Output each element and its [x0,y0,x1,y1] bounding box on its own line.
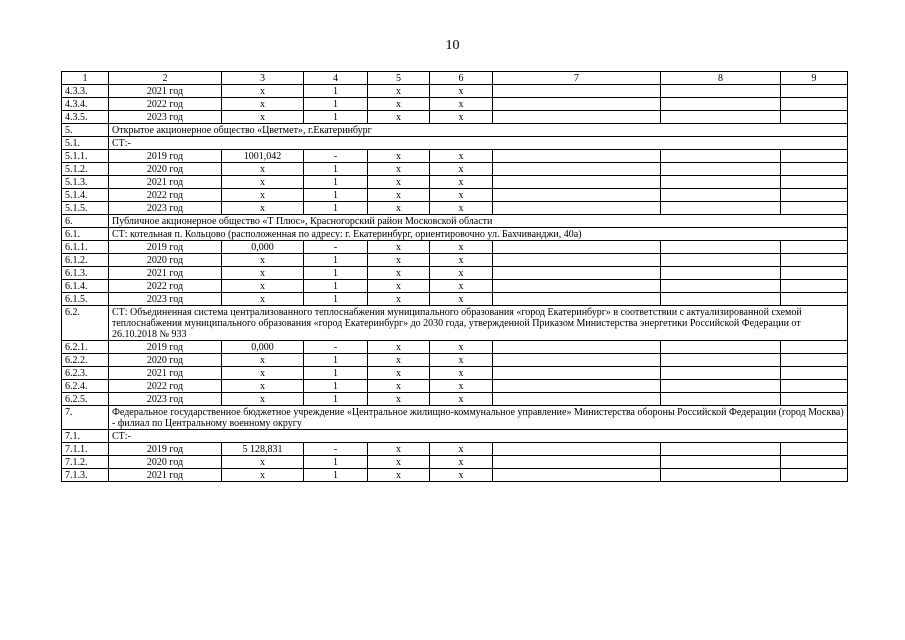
empty-cell [781,443,848,456]
value-cell: х [430,202,493,215]
row-number-cell: 5.1.2. [62,163,109,176]
empty-cell [661,443,781,456]
value-cell: 1 [304,85,368,98]
empty-cell [661,111,781,124]
value-cell: х [430,443,493,456]
section-row [62,430,848,443]
value-cell: 1 [304,267,368,280]
row-number-cell: 6.2.5. [62,393,109,406]
value-cell: 2019 год [109,241,222,254]
table-row [62,241,848,254]
table-row [62,393,848,406]
empty-cell [493,354,661,367]
table-row [62,280,848,293]
value-cell: - [304,241,368,254]
table-row [62,341,848,354]
empty-cell [781,354,848,367]
empty-cell [781,163,848,176]
empty-cell [493,456,661,469]
row-number-cell: 6.2.2. [62,354,109,367]
empty-cell [493,176,661,189]
value-cell: х [430,254,493,267]
empty-cell [661,176,781,189]
empty-cell [781,267,848,280]
value-cell: 2021 год [109,176,222,189]
section-row [62,228,848,241]
value-cell: х [430,176,493,189]
value-cell: 2022 год [109,380,222,393]
empty-cell [493,85,661,98]
value-cell: х [430,85,493,98]
section-title-cell: Открытое акционерное общество «Цветмет», г.Екатеринбург [109,124,848,137]
table-row [62,176,848,189]
empty-cell [661,85,781,98]
empty-cell [661,189,781,202]
header-cell: 1 [62,72,109,85]
section-row [62,306,848,341]
value-cell: 2020 год [109,456,222,469]
row-number-cell: 5.1.5. [62,202,109,215]
empty-cell [493,380,661,393]
value-cell: 0,000 [222,341,304,354]
value-cell: х [430,241,493,254]
value-cell: 2020 год [109,354,222,367]
header-cell: 3 [222,72,304,85]
tariff-table [61,71,848,482]
section-row [62,406,848,430]
empty-cell [493,341,661,354]
empty-cell [781,380,848,393]
table-row [62,456,848,469]
section-number-cell: 5.1. [62,137,109,150]
row-number-cell: 7.1.2. [62,456,109,469]
empty-cell [661,254,781,267]
value-cell: х [430,280,493,293]
empty-cell [661,241,781,254]
row-number-cell: 6.1.3. [62,267,109,280]
value-cell: 2019 год [109,150,222,163]
value-cell: 5 128,831 [222,443,304,456]
table-row [62,85,848,98]
table-row [62,202,848,215]
value-cell: х [368,202,430,215]
empty-cell [781,341,848,354]
row-number-cell: 5.1.4. [62,189,109,202]
empty-cell [781,150,848,163]
value-cell: х [222,254,304,267]
value-cell: - [304,150,368,163]
empty-cell [781,280,848,293]
section-title-cell: СТ:- [109,137,848,150]
row-number-cell: 6.1.5. [62,293,109,306]
empty-cell [781,98,848,111]
value-cell: х [222,202,304,215]
value-cell: х [430,163,493,176]
table-row [62,469,848,482]
section-number-cell: 6.2. [62,306,109,341]
row-number-cell: 4.3.4. [62,98,109,111]
value-cell: х [368,354,430,367]
value-cell: 1001,042 [222,150,304,163]
header-cell: 5 [368,72,430,85]
section-number-cell: 7. [62,406,109,430]
value-cell: х [222,111,304,124]
section-number-cell: 6. [62,215,109,228]
value-cell: х [430,150,493,163]
empty-cell [493,443,661,456]
empty-cell [781,254,848,267]
value-cell: х [430,341,493,354]
row-number-cell: 6.2.4. [62,380,109,393]
table-row [62,380,848,393]
empty-cell [781,189,848,202]
section-title-cell: Федеральное государственное бюджетное учреждение «Центральное жилищно-коммунальное управление» Министерства обороны Российской Федерации (город Москва) - филиал по Центральному военному округу [109,406,848,430]
table-row [62,150,848,163]
value-cell: 2023 год [109,111,222,124]
empty-cell [493,280,661,293]
value-cell: х [368,85,430,98]
value-cell: х [430,393,493,406]
value-cell: х [430,354,493,367]
value-cell: х [368,280,430,293]
row-number-cell: 5.1.3. [62,176,109,189]
value-cell: х [222,456,304,469]
row-number-cell: 4.3.3. [62,85,109,98]
empty-cell [661,150,781,163]
value-cell: 2019 год [109,443,222,456]
value-cell: х [368,189,430,202]
value-cell: 1 [304,98,368,111]
table-header-row [62,72,848,85]
table-row [62,254,848,267]
value-cell: х [430,293,493,306]
section-title-cell: СТ: котельная п. Кольцово (расположенная по адресу: г. Екатеринбург, ориентировочно ул. Бахчиванджи, 40а) [109,228,848,241]
value-cell: х [222,267,304,280]
row-number-cell: 6.1.4. [62,280,109,293]
header-cell: 6 [430,72,493,85]
value-cell: х [430,267,493,280]
value-cell: х [368,393,430,406]
table-row [62,354,848,367]
empty-cell [661,354,781,367]
empty-cell [781,367,848,380]
section-row [62,137,848,150]
value-cell: х [222,469,304,482]
empty-cell [661,163,781,176]
value-cell: 1 [304,469,368,482]
value-cell: х [222,380,304,393]
empty-cell [781,85,848,98]
empty-cell [493,393,661,406]
value-cell: х [368,176,430,189]
empty-cell [493,150,661,163]
empty-cell [781,469,848,482]
value-cell: 1 [304,354,368,367]
section-row [62,124,848,137]
empty-cell [661,293,781,306]
value-cell: 2023 год [109,393,222,406]
value-cell: 2022 год [109,189,222,202]
value-cell: 2021 год [109,85,222,98]
section-row [62,215,848,228]
empty-cell [781,111,848,124]
value-cell: 1 [304,111,368,124]
value-cell: х [430,380,493,393]
table-row [62,267,848,280]
value-cell: х [368,111,430,124]
value-cell: х [222,176,304,189]
value-cell: х [368,163,430,176]
value-cell: 2021 год [109,267,222,280]
empty-cell [661,380,781,393]
header-cell: 4 [304,72,368,85]
empty-cell [493,254,661,267]
empty-cell [781,241,848,254]
value-cell: 1 [304,280,368,293]
row-number-cell: 7.1.1. [62,443,109,456]
value-cell: 2020 год [109,163,222,176]
empty-cell [661,469,781,482]
value-cell: х [430,189,493,202]
value-cell: х [430,367,493,380]
value-cell: х [368,367,430,380]
empty-cell [661,202,781,215]
row-number-cell: 6.1.2. [62,254,109,267]
value-cell: 2022 год [109,98,222,111]
value-cell: х [222,163,304,176]
empty-cell [781,393,848,406]
value-cell: - [304,443,368,456]
value-cell: х [368,469,430,482]
header-cell: 2 [109,72,222,85]
value-cell: х [222,354,304,367]
value-cell: 1 [304,176,368,189]
value-cell: 2023 год [109,202,222,215]
value-cell: х [368,150,430,163]
value-cell: - [304,341,368,354]
row-number-cell: 5.1.1. [62,150,109,163]
row-number-cell: 4.3.5. [62,111,109,124]
value-cell: х [368,241,430,254]
value-cell: 0,000 [222,241,304,254]
table-row [62,189,848,202]
page-number: 10 [445,38,460,53]
value-cell: 1 [304,189,368,202]
value-cell: 1 [304,380,368,393]
value-cell: х [430,111,493,124]
empty-cell [661,98,781,111]
empty-cell [661,341,781,354]
empty-cell [493,98,661,111]
value-cell: х [222,189,304,202]
value-cell: х [368,293,430,306]
empty-cell [781,456,848,469]
value-cell: х [430,456,493,469]
value-cell: 2023 год [109,293,222,306]
empty-cell [493,111,661,124]
empty-cell [661,393,781,406]
section-number-cell: 6.1. [62,228,109,241]
empty-cell [493,241,661,254]
empty-cell [493,293,661,306]
value-cell: 1 [304,163,368,176]
empty-cell [661,267,781,280]
empty-cell [493,267,661,280]
empty-cell [661,456,781,469]
empty-cell [493,163,661,176]
empty-cell [493,202,661,215]
value-cell: 1 [304,202,368,215]
value-cell: 1 [304,367,368,380]
table-row [62,98,848,111]
row-number-cell: 6.2.3. [62,367,109,380]
table-row [62,111,848,124]
value-cell: х [222,98,304,111]
value-cell: х [222,293,304,306]
value-cell: 1 [304,456,368,469]
value-cell: 2022 год [109,280,222,293]
value-cell: х [368,341,430,354]
section-title-cell: СТ: Объединенная система централизованного теплоснабжения муниципального образования «город Екатеринбург» в соответствии с актуализированной схемой теплоснабжения муниципального образования «город Екатеринбург» до 2030 года, утвержденной Приказом Министерства энергетики Российской Федерации от 26.10.2018 № 933 [109,306,848,341]
value-cell: х [222,393,304,406]
value-cell: 2021 год [109,469,222,482]
value-cell: х [368,267,430,280]
section-number-cell: 7.1. [62,430,109,443]
value-cell: 1 [304,254,368,267]
table-row [62,367,848,380]
empty-cell [781,293,848,306]
value-cell: х [430,98,493,111]
empty-cell [781,176,848,189]
value-cell: х [368,254,430,267]
empty-cell [661,367,781,380]
value-cell: х [368,98,430,111]
header-cell: 7 [493,72,661,85]
table-row [62,163,848,176]
row-number-cell: 6.1.1. [62,241,109,254]
empty-cell [493,367,661,380]
value-cell: 2019 год [109,341,222,354]
value-cell: х [222,280,304,293]
empty-cell [661,280,781,293]
section-title-cell: СТ:- [109,430,848,443]
empty-cell [493,469,661,482]
value-cell: 2020 год [109,254,222,267]
section-title-cell: Публичное акционерное общество «Т Плюс», Красногорский район Московской области [109,215,848,228]
table-row [62,293,848,306]
row-number-cell: 6.2.1. [62,341,109,354]
value-cell: 1 [304,393,368,406]
empty-cell [493,189,661,202]
value-cell: х [430,469,493,482]
value-cell: х [368,380,430,393]
table-row [62,443,848,456]
value-cell: х [368,443,430,456]
value-cell: х [368,456,430,469]
section-number-cell: 5. [62,124,109,137]
empty-cell [781,202,848,215]
row-number-cell: 7.1.3. [62,469,109,482]
value-cell: х [222,85,304,98]
header-cell: 8 [661,72,781,85]
value-cell: 2021 год [109,367,222,380]
header-cell: 9 [781,72,848,85]
value-cell: х [222,367,304,380]
value-cell: 1 [304,293,368,306]
